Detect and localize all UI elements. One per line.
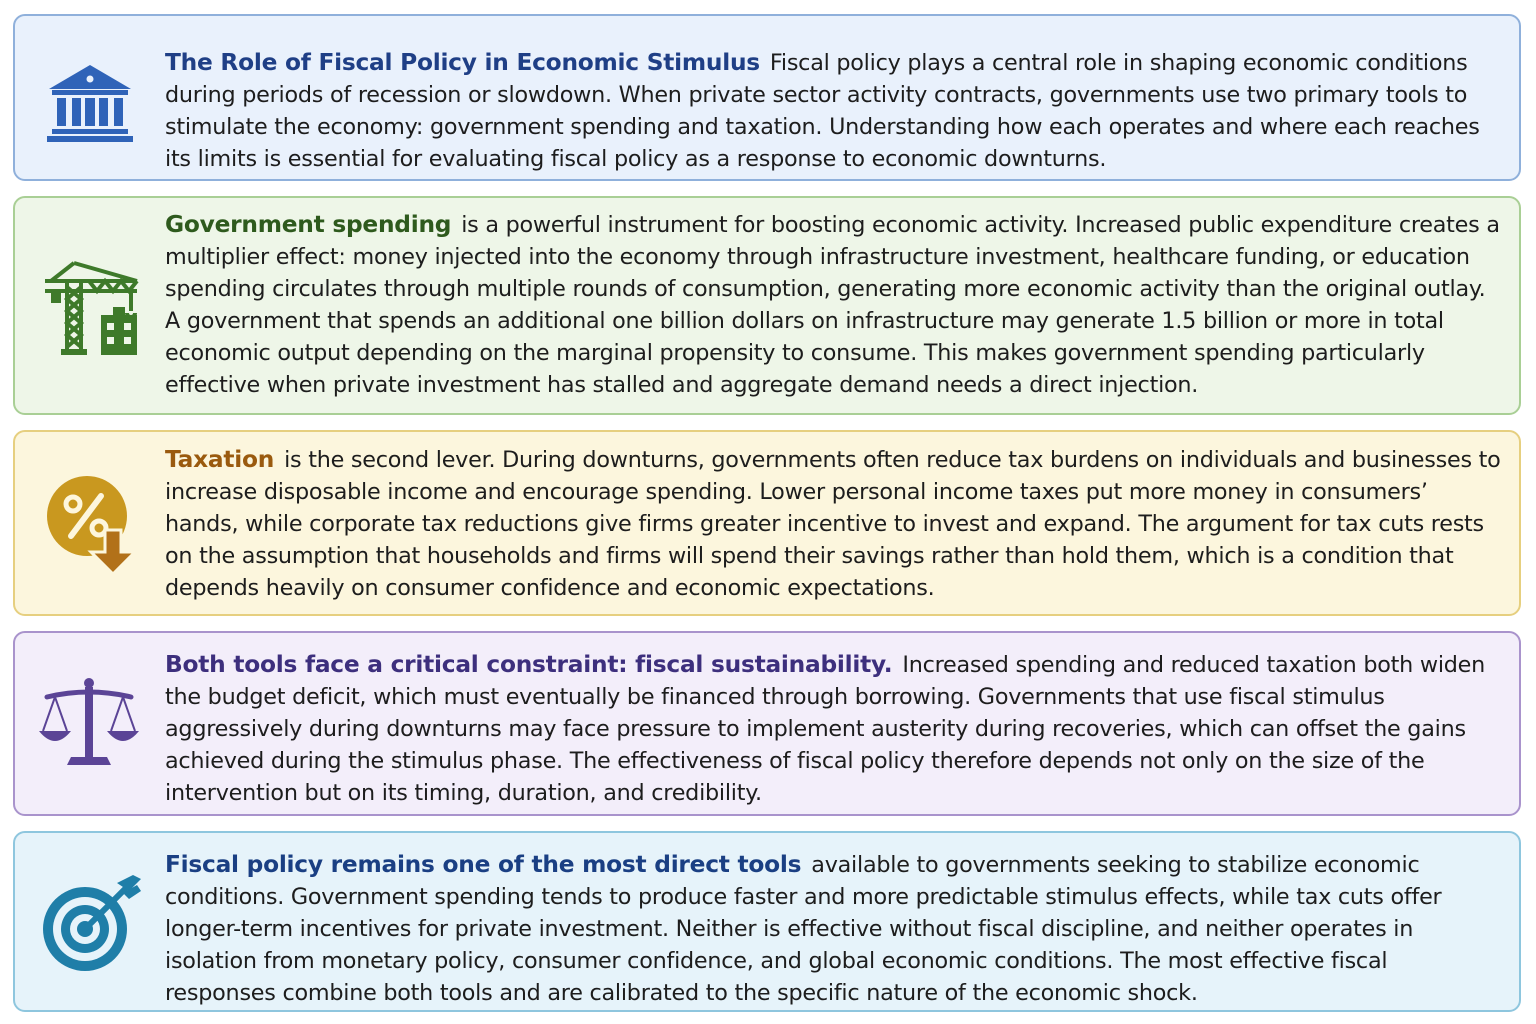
section-card-fiscal-policy-role bbox=[13, 14, 1521, 181]
section-body: available to governments seeking to stabilize economic conditions. Government spending tends to produce faster and more predictable stimulus effects, while tax cuts offer longer-term incentives for private investment. Neither is effective without fiscal discipline, and neither operates in isolation from monetary policy, consumer confidence, and global economic conditions. The most effective fiscal responses combine both tools and are calibrated to the specific nature of the economic shock. bbox=[165, 852, 1442, 1006]
section-card-fiscal-sustainability bbox=[13, 631, 1521, 816]
balance-scale-icon bbox=[37, 671, 143, 777]
section-text bbox=[165, 444, 1503, 604]
target-arrow-icon bbox=[37, 869, 143, 975]
section-text bbox=[165, 649, 1503, 809]
section-heading: Both tools face a critical constraint: fiscal sustainability. bbox=[165, 651, 893, 678]
section-card-taxation bbox=[13, 430, 1521, 616]
section-heading: The Role of Fiscal Policy in Economic Stimulus bbox=[165, 49, 760, 76]
section-body: is the second lever. During downturns, governments often reduce tax burdens on individuals and businesses to increase disposable income and encourage spending. Lower personal income taxes put more money in consumers’ hands, while corporate tax reductions give firms greater incentive to invest and expand. The argument for tax cuts rests on the assumption that households and firms will spend their savings rather than hold them, which is a condition that depends heavily on consumer confidence and economic expectations. bbox=[165, 447, 1501, 601]
section-body: Increased spending and reduced taxation both widen the budget deficit, which must eventually be financed through borrowing. Governments that use fiscal stimulus aggressively during downturns may face pressure to implement austerity during recoveries, which can offset the gains achieved during the stimulus phase. The effectiveness of fiscal policy therefore depends not only on the size of the intervention but on its timing, duration, and credibility. bbox=[165, 652, 1486, 806]
section-text bbox=[165, 47, 1503, 175]
section-heading: Taxation bbox=[165, 446, 275, 473]
construction-crane-icon bbox=[37, 253, 143, 359]
section-text bbox=[165, 209, 1503, 401]
section-body: Fiscal policy plays a central role in shaping economic conditions during periods of recession or slowdown. When private sector activity contracts, governments use two primary tools to stimulate the economy: government spending and taxation. Understanding how each operates and where each reaches its limits is essential for evaluating fiscal policy as a response to economic downturns. bbox=[165, 50, 1480, 172]
section-card-government-spending bbox=[13, 196, 1521, 415]
section-heading: Fiscal policy remains one of the most direct tools bbox=[165, 851, 802, 878]
section-card-conclusion bbox=[13, 831, 1521, 1012]
government-building-icon bbox=[37, 45, 143, 151]
percent-down-arrow-icon bbox=[37, 470, 143, 576]
section-heading: Government spending bbox=[165, 211, 452, 238]
section-body: is a powerful instrument for boosting economic activity. Increased public expenditure creates a multiplier effect: money injected into the economy through infrastructure investment, healthcare funding, or education spending circulates through multiple rounds of consumption, generating more economic activity than the original outlay. A government that spends an additional one billion dollars on infrastructure may generate 1.5 billion or more in total economic output depending on the marginal propensity to consume. This makes government spending particularly effective when private investment has stalled and aggregate demand needs a direct injection. bbox=[165, 212, 1500, 398]
section-text bbox=[165, 849, 1503, 1009]
